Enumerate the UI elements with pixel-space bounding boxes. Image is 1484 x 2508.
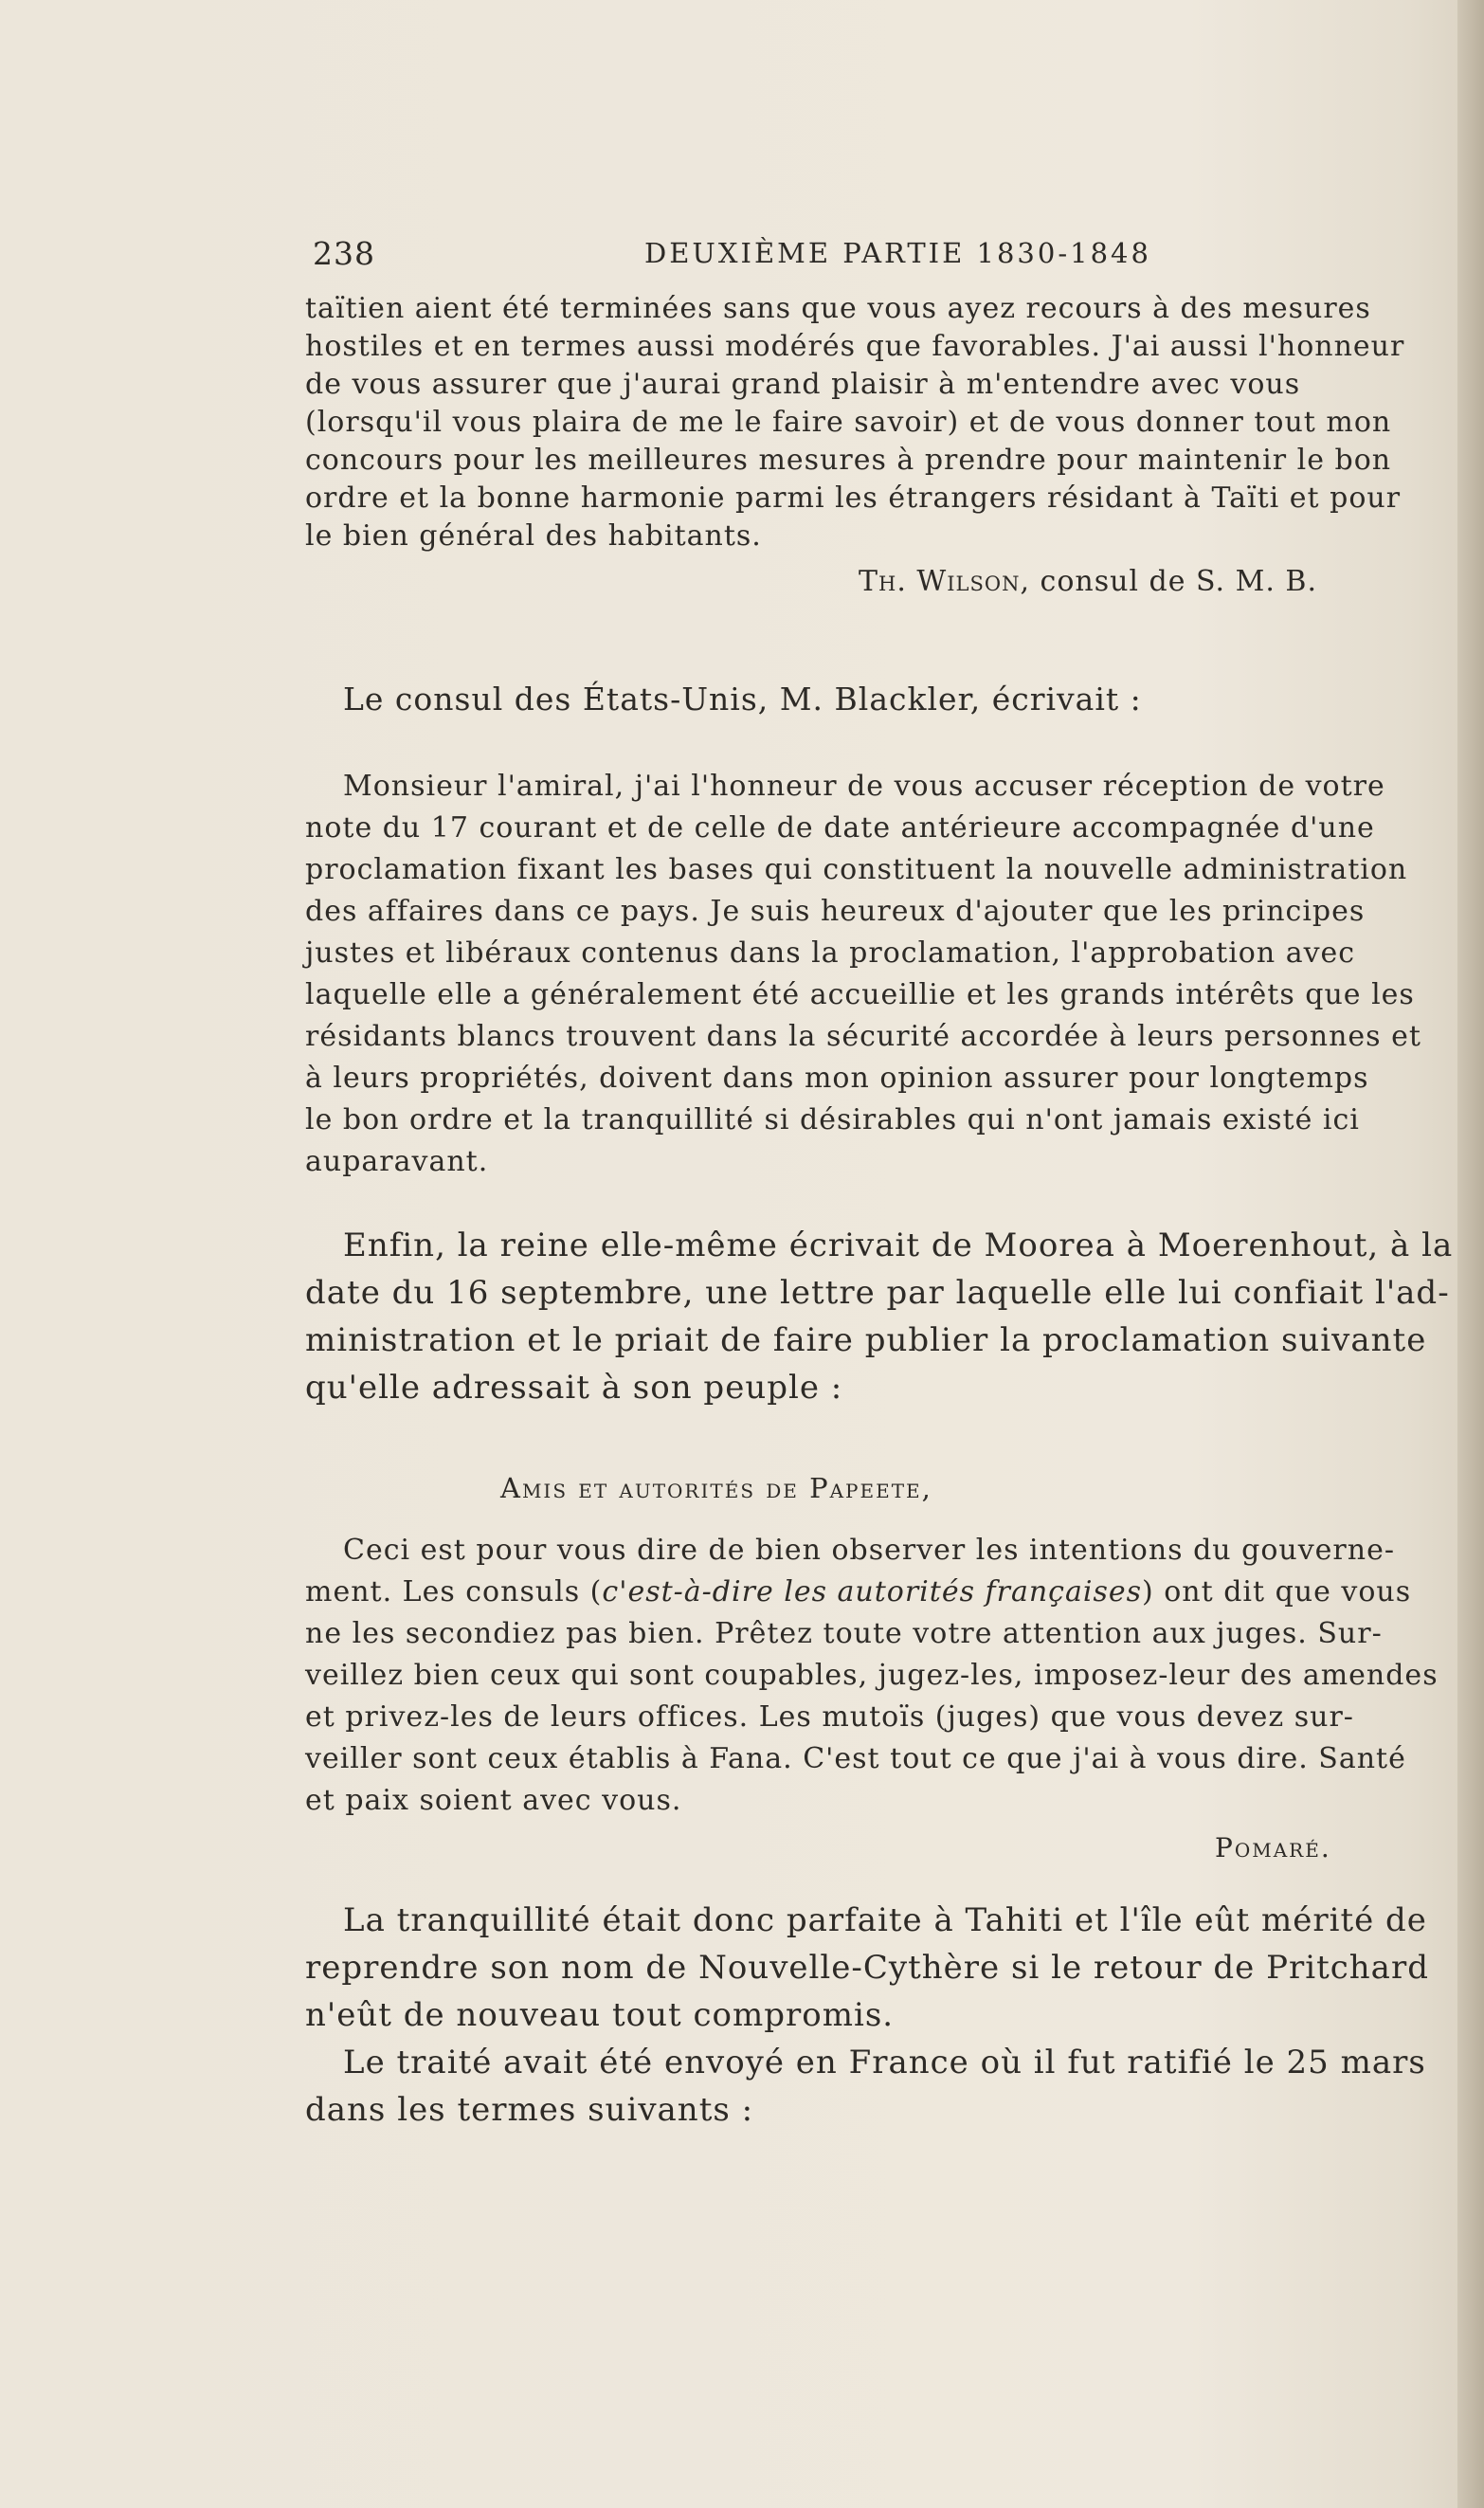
- text-line: Le consul des États-Unis, M. Blackler, écrivait :: [343, 681, 1142, 718]
- signature-title: , consul de S. M. B.: [1020, 565, 1317, 598]
- text-line: de vous assurer que j'aurai grand plaisir à m'entendre avec vous: [305, 368, 1301, 401]
- text-line: justes et libéraux contenus dans la proclamation, l'approbation avec: [305, 936, 1356, 970]
- text-line: et paix soient avec vous.: [305, 1784, 682, 1817]
- text-fragment: ment. Les consuls (: [305, 1575, 603, 1608]
- text-fragment: ) ont dit que vous: [1142, 1575, 1412, 1608]
- text-line: note du 17 courant et de celle de date antérieure accompagnée d'une: [305, 811, 1375, 845]
- text-line: veiller sont ceux établis à Fana. C'est tout ce que j'ai à vous dire. Santé: [305, 1742, 1406, 1775]
- text-line: La tranquillité était donc parfaite à Tahiti et l'île eût mérité de: [343, 1901, 1427, 1939]
- running-title: DEUXIÈME PARTIE 1830-1848: [644, 237, 1151, 269]
- page-number: 238: [313, 235, 375, 272]
- text-line: qu'elle adressait à son peuple :: [305, 1369, 843, 1407]
- text-line: [305, 1573, 1411, 1611]
- signature-name: Th. Wilson: [859, 565, 1021, 598]
- signature-pomare: Pomaré.: [1215, 1832, 1331, 1863]
- signature-wilson: [859, 563, 1317, 601]
- text-line: taïtien aient été terminées sans que vous ayez recours à des mesures: [305, 292, 1371, 325]
- text-line: Ceci est pour vous dire de bien observer les intentions du gouverne-: [343, 1534, 1395, 1567]
- page-header: [305, 235, 1442, 273]
- text-line: le bien général des habitants.: [305, 519, 762, 553]
- page-edge-shadow: [1457, 0, 1484, 2508]
- text-line: hostiles et en termes aussi modérés que favorables. J'ai aussi l'honneur: [305, 330, 1405, 363]
- text-line: ordre et la bonne harmonie parmi les étrangers résidant à Taïti et pour: [305, 482, 1402, 515]
- text-line: veillez bien ceux qui sont coupables, jugez-les, imposez-leur des amendes: [305, 1659, 1439, 1692]
- text-line: concours pour les meilleures mesures à prendre pour maintenir le bon: [305, 444, 1392, 477]
- text-line: reprendre son nom de Nouvelle-Cythère si le retour de Pritchard: [305, 1949, 1429, 1987]
- text-line: laquelle elle a généralement été accueillie et les grands intérêts que les: [305, 978, 1415, 1011]
- text-line: et privez-les de leurs offices. Les mutoïs (juges) que vous devez sur-: [305, 1700, 1354, 1734]
- text-line: date du 16 septembre, une lettre par laquelle elle lui confiait l'ad-: [305, 1274, 1450, 1312]
- text-fragment-italic: c'est-à-dire les autorités françaises: [602, 1575, 1142, 1608]
- text-line: des affaires dans ce pays. Je suis heureux d'ajouter que les principes: [305, 895, 1366, 928]
- text-line: Enfin, la reine elle-même écrivait de Moorea à Moerenhout, à la: [343, 1227, 1454, 1264]
- text-line: à leurs propriétés, doivent dans mon opinion assurer pour longtemps: [305, 1062, 1369, 1095]
- proclamation-salutation: Amis et autorités de Papeete,: [500, 1472, 932, 1504]
- text-line: auparavant.: [305, 1145, 489, 1178]
- text-line: proclamation fixant les bases qui constituent la nouvelle administration: [305, 853, 1408, 886]
- text-line: ministration et le priait de faire publier la proclamation suivante: [305, 1321, 1427, 1359]
- text-line: n'eût de nouveau tout compromis.: [305, 1996, 895, 2034]
- text-line: ne les secondiez pas bien. Prêtez toute votre attention aux juges. Sur-: [305, 1617, 1383, 1650]
- text-line: dans les termes suivants :: [305, 2091, 754, 2129]
- text-line: le bon ordre et la tranquillité si désirables qui n'ont jamais existé ici: [305, 1103, 1360, 1136]
- text-line: Monsieur l'amiral, j'ai l'honneur de vous accuser réception de votre: [343, 770, 1385, 803]
- text-line: résidants blancs trouvent dans la sécurité accordée à leurs personnes et: [305, 1020, 1421, 1053]
- text-line: (lorsqu'il vous plaira de me le faire savoir) et de vous donner tout mon: [305, 406, 1392, 439]
- text-line: Le traité avait été envoyé en France où il fut ratifié le 25 mars: [343, 2044, 1426, 2081]
